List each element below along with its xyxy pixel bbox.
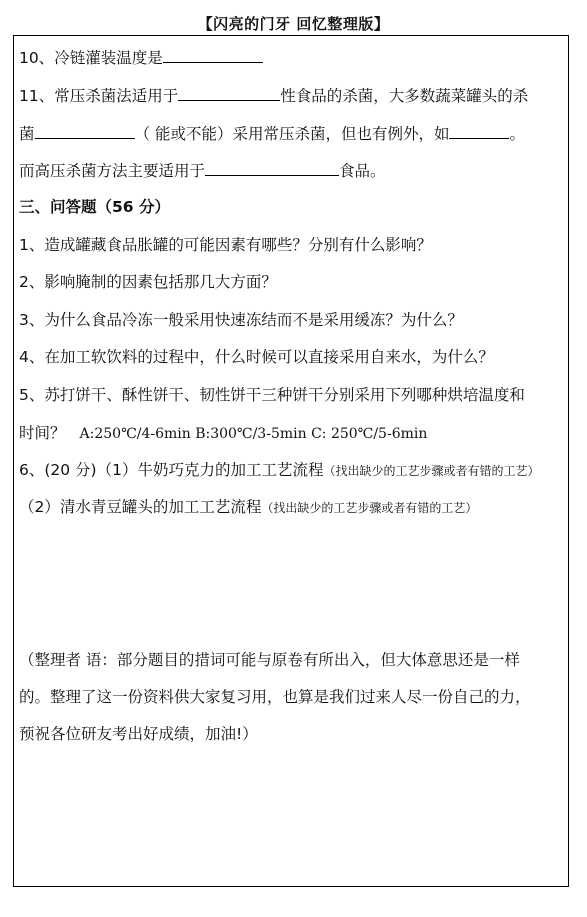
qa-question-6-line-2 (19, 497, 477, 518)
qa-question-3: 3、为什么食品冷冻一般采用快速冻结而不是采用缓冻？为什么？ (19, 311, 463, 329)
qa-question-6-text-a: 6、(20 分)（1）牛奶巧克力的加工工艺流程 (19, 461, 324, 479)
answer-blank (178, 84, 280, 101)
page-title: 【闪亮的门牙 回忆整理版】 (197, 15, 390, 33)
question-11-text-b: 性食品的杀菌，大多数蔬菜罐头的杀 (280, 87, 529, 105)
qa-question-6-text-b: （2）清水青豆罐头的加工工艺流程 (19, 498, 262, 516)
question-11-line-2 (19, 122, 525, 144)
qa-question-4: 4、在加工软饮料的过程中，什么时候可以直接采用自来水，为什么？ (19, 348, 494, 366)
qa-question-6-line-1 (19, 460, 539, 481)
answer-blank (449, 122, 509, 139)
answer-blank (163, 46, 263, 63)
question-11-line-1 (19, 84, 528, 106)
compiler-note-line-3: 预祝各位研友考出好成绩，加油!） (19, 725, 258, 743)
compiler-note-line-2: 的。整理了这一份资料供大家复习用，也算是我们过来人尽一份自己的力， (19, 688, 531, 706)
answer-blank (205, 159, 339, 176)
question-10 (19, 46, 263, 68)
question-11-text-f: 而高压杀菌方法主要适用于 (19, 162, 206, 180)
qa-question-6-note-a: （找出缺少的工艺步骤或者有错的工艺） (323, 464, 540, 478)
qa-question-2: 2、影响腌制的因素包括那几大方面？ (19, 273, 277, 291)
qa-question-5-line-1: 5、苏打饼干、酥性饼干、韧性饼干三种饼干分别采用下列哪种烘培温度和 (19, 386, 525, 404)
question-11-text-e: 。 (509, 125, 525, 143)
answer-blank (35, 122, 135, 139)
section-3-title: 三、问答题（56 分） (19, 198, 170, 216)
question-11-text-d: （ 能或不能）采用常压杀菌，但也有例外，如 (134, 125, 450, 143)
qa-question-5-text: 时间？ (19, 424, 66, 442)
question-11-text-c: 菌 (19, 125, 35, 143)
question-11-text-a: 11、常压杀菌法适用于 (19, 87, 179, 105)
qa-question-1: 1、造成罐藏食品胀罐的可能因素有哪些？分别有什么影响？ (19, 236, 432, 254)
question-11-text-g: 食品。 (339, 162, 386, 180)
question-10-text: 10、冷链灌装温度是 (19, 49, 163, 67)
qa-question-5-line-2 (19, 423, 427, 444)
qa-question-5-options: A:250℃/4-6min B:300℃/3-5min C: 250℃/5-6min (79, 426, 428, 442)
compiler-note-line-1: （整理者 语：部分题目的措词可能与原卷有所出入，但大体意思还是一样 (19, 651, 520, 669)
qa-question-6-note-b: （找出缺少的工艺步骤或者有错的工艺） (261, 501, 478, 515)
question-11-line-3 (19, 159, 386, 181)
